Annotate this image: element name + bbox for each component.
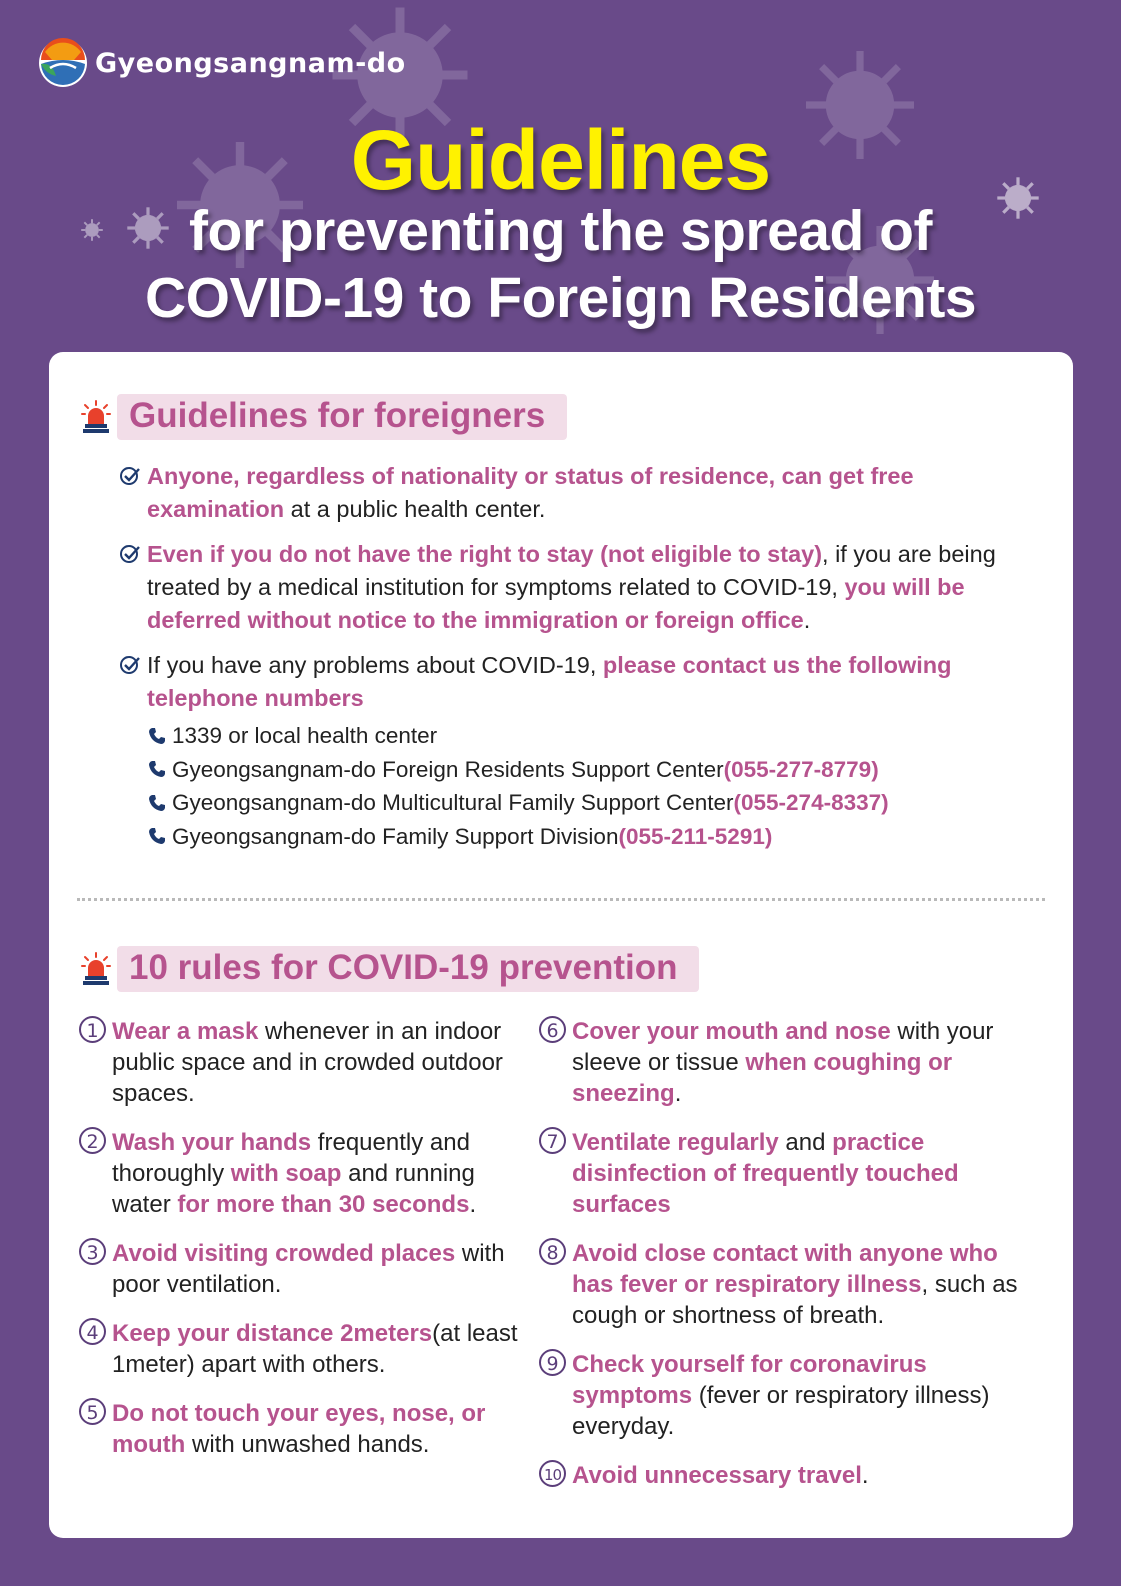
item-highlight: please contact us the following telephone numbers bbox=[147, 652, 952, 711]
rule-item bbox=[539, 1016, 1039, 1109]
rule-highlight: for more than 30 seconds bbox=[177, 1191, 470, 1218]
rule-text: with unwashed hands. bbox=[185, 1431, 430, 1458]
gyeongsangnam-do-logo bbox=[38, 38, 88, 88]
rule-text: with poor ventilation. bbox=[112, 1240, 505, 1298]
rule-number: 2 bbox=[79, 1127, 106, 1154]
rule-text: . bbox=[861, 1462, 869, 1489]
phone-list bbox=[147, 719, 1019, 853]
phone-label: Gyeongsangnam-do Multicultural Family Support Center bbox=[172, 790, 734, 815]
rule-highlight: when coughing or sneezing bbox=[572, 1049, 953, 1107]
rule-text: , such as cough or shortness of breath. bbox=[572, 1271, 1018, 1329]
rules-column-right bbox=[539, 1016, 1039, 1491]
check-circle-icon bbox=[119, 465, 141, 487]
rule-item bbox=[79, 1016, 529, 1109]
section-heading-guidelines bbox=[81, 394, 567, 440]
rule-number: 10 bbox=[539, 1460, 566, 1487]
rule-number: 3 bbox=[79, 1238, 106, 1265]
phone-icon bbox=[147, 726, 167, 746]
phone-number: (055-211-5291) bbox=[618, 823, 773, 849]
phone-label: Gyeongsangnam-do Family Support Division bbox=[172, 823, 619, 849]
rule-item bbox=[539, 1460, 1039, 1491]
phone-row bbox=[147, 719, 1019, 753]
rule-text: (fever or respiratory illness) everyday. bbox=[572, 1382, 990, 1440]
page-title: Guidelines bbox=[350, 113, 771, 207]
subtitle-line-1: for preventing the spread of bbox=[189, 199, 932, 263]
subtitle-line-2: COVID-19 to Foreign Residents bbox=[144, 266, 977, 330]
section-heading-rules bbox=[81, 946, 699, 992]
rule-highlight: with soap bbox=[230, 1160, 342, 1187]
rule-highlight: Wash your hands bbox=[112, 1129, 312, 1156]
rule-number: 5 bbox=[79, 1398, 106, 1425]
item-highlight: you will be deferred without notice to the immigration or foreign office bbox=[147, 574, 965, 633]
rule-number: 9 bbox=[539, 1349, 566, 1376]
item-text: at a public health center. bbox=[284, 496, 546, 522]
list-item bbox=[119, 460, 1019, 526]
rule-text: . bbox=[469, 1191, 477, 1218]
rules-column-left bbox=[79, 1016, 529, 1460]
rule-item bbox=[539, 1127, 1039, 1220]
rule-number: 4 bbox=[79, 1318, 106, 1345]
phone-icon bbox=[147, 826, 167, 846]
logo bbox=[38, 38, 406, 88]
phone-row bbox=[147, 753, 1019, 787]
rule-text: . bbox=[674, 1080, 682, 1107]
rule-text: and running water bbox=[112, 1160, 475, 1218]
check-circle-icon bbox=[119, 654, 141, 676]
item-text: . bbox=[803, 607, 811, 633]
logo-text: Gyeongsangnam-do bbox=[95, 47, 406, 79]
rule-highlight: Avoid close contact with anyone who has fever or respiratory illness bbox=[572, 1240, 998, 1298]
item-highlight: Even if you do not have the right to stay (not eligible to stay) bbox=[147, 541, 823, 567]
rule-highlight: Do not touch your eyes, nose, or mouth bbox=[112, 1400, 486, 1458]
rule-item bbox=[79, 1318, 529, 1380]
rule-item bbox=[79, 1127, 529, 1220]
rule-text: frequently and thoroughly bbox=[112, 1129, 470, 1187]
phone-row bbox=[147, 786, 1019, 820]
phone-icon bbox=[147, 793, 167, 813]
siren-icon bbox=[81, 400, 111, 434]
rule-item bbox=[539, 1349, 1039, 1442]
siren-icon bbox=[81, 952, 111, 986]
item-text: , if you are being treated by a medical institution for symptoms related to COVID-19, bbox=[147, 541, 996, 600]
check-circle-icon bbox=[119, 543, 141, 565]
rule-item bbox=[79, 1398, 529, 1460]
item-text: If you have any problems about COVID-19, bbox=[147, 652, 603, 678]
rule-highlight: Keep your distance 2meters bbox=[112, 1320, 433, 1347]
rule-highlight: Ventilate regularly bbox=[572, 1129, 779, 1156]
rule-number: 1 bbox=[79, 1016, 106, 1043]
phone-label: 1339 or local health center bbox=[172, 723, 438, 748]
rule-text: whenever in an indoor public space and in crowded outdoor spaces. bbox=[112, 1018, 503, 1107]
rule-highlight: Wear a mask bbox=[112, 1018, 259, 1045]
rule-highlight: Cover your mouth and nose bbox=[572, 1018, 891, 1045]
phone-label: Gyeongsangnam-do Foreign Residents Support Center bbox=[172, 756, 724, 782]
rule-number: 7 bbox=[539, 1127, 566, 1154]
rule-highlight: Avoid unnecessary travel bbox=[572, 1462, 862, 1489]
item-highlight: Anyone, regardless of nationality or status of residence, can get free examination bbox=[147, 463, 914, 522]
rule-text: with your sleeve or tissue bbox=[572, 1018, 994, 1076]
section-heading-text: Guidelines for foreigners bbox=[117, 394, 567, 440]
rule-highlight: practice disinfection of frequently touched surfaces bbox=[572, 1129, 959, 1218]
list-item bbox=[119, 649, 1019, 715]
phone-row bbox=[147, 820, 1019, 854]
rule-highlight: Avoid visiting crowded places bbox=[112, 1240, 456, 1267]
page-subtitle bbox=[0, 198, 1121, 332]
phone-number: (055-277-8779) bbox=[723, 756, 879, 782]
rule-item bbox=[539, 1238, 1039, 1331]
rule-text: (at least 1meter) apart with others. bbox=[112, 1320, 518, 1378]
rule-number: 8 bbox=[539, 1238, 566, 1265]
divider bbox=[77, 898, 1045, 901]
rule-text: and bbox=[778, 1129, 833, 1156]
rule-highlight: Check yourself for coronavirus symptoms bbox=[572, 1351, 927, 1409]
content-card bbox=[49, 352, 1073, 1538]
rule-item bbox=[79, 1238, 529, 1300]
guidelines-list bbox=[119, 460, 1019, 853]
section-heading-text: 10 rules for COVID-19 prevention bbox=[117, 946, 699, 992]
list-item bbox=[119, 538, 1019, 637]
phone-icon bbox=[147, 759, 167, 779]
phone-number: (055-274-8337) bbox=[733, 790, 889, 815]
rule-number: 6 bbox=[539, 1016, 566, 1043]
